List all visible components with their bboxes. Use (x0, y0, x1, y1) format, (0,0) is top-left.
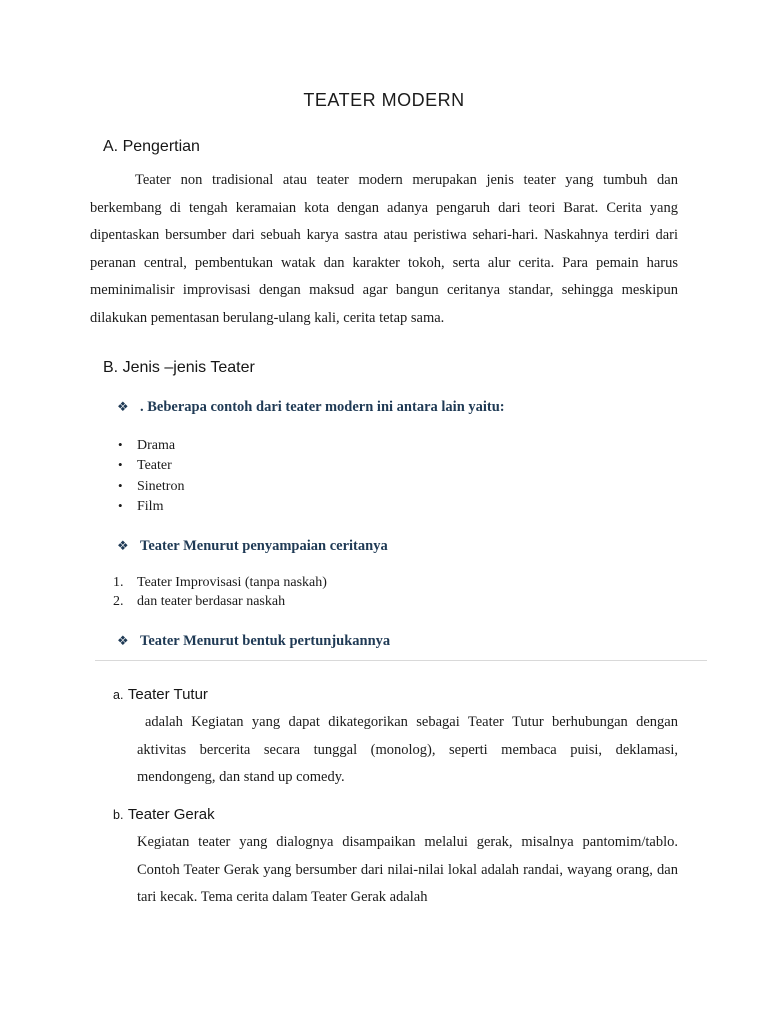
subsection-b-label: b. (113, 808, 124, 823)
examples-heading: . Beberapa contoh dari teater modern ini antara lain yaitu: (140, 399, 505, 415)
subsection-b-title: Teater Gerak (127, 806, 215, 824)
list-item (90, 476, 678, 496)
bullet-icon: • (118, 457, 123, 473)
list-item-label: Teater (137, 458, 172, 474)
delivery-heading-row (117, 538, 678, 555)
bullet-icon: • (118, 437, 123, 452)
subsection-a-label: a. (113, 688, 124, 703)
list-number: 2. (113, 593, 124, 609)
subsection-b-heading (113, 806, 678, 824)
list-item-label: Teater Improvisasi (tanpa naskah) (137, 575, 327, 591)
section-a-paragraph: Teater non tradisional atau teater modern merupakan jenis teater yang tumbuh dan berkembang di tengah keramaian kota dengan adanya pengaruh dari teori Barat. Cerita yang dipentaskan bersumber dari sebuah karya sastra atau peristiwa sehari-hari. Naskahnya terdiri dari peranan central, pembentukan watak dan karakter tokoh, serta alur cerita. Para pemain harus meminimalisir improvisasi dengan maksud agar bangun ceritanya standar, sehingga meskipun dilakukan pementasan berulang-ulang kali, cerita tetap sama. (90, 172, 678, 326)
list-item-label: Sinetron (137, 478, 185, 494)
page-title: TEATER MODERN (303, 90, 465, 110)
form-heading: Teater Menurut bentuk pertunjukannya (140, 633, 391, 650)
form-heading-row (117, 633, 678, 650)
list-item (90, 593, 678, 612)
subsection-a-heading (113, 686, 678, 704)
examples-list (90, 435, 678, 516)
list-item-label: Drama (137, 438, 176, 453)
list-item (90, 574, 678, 593)
list-item-label: Film (137, 498, 164, 514)
bullet-icon: • (118, 497, 123, 513)
section-a-heading: A. Pengertian (103, 138, 200, 155)
diamond-bullet-icon: ❖ (117, 633, 129, 649)
diamond-bullet-icon: ❖ (117, 399, 129, 414)
list-item (90, 455, 678, 475)
list-number: 1. (113, 575, 124, 591)
subsection-a-title: Teater Tutur (127, 686, 208, 704)
delivery-list (90, 574, 678, 611)
subsection-a-paragraph: adalah Kegiatan yang dapat dikategorikan sebagai Teater Tutur berhubungan dengan aktivitas bercerita secara tunggal (monolog), seperti membaca puisi, deklamasi, mendongeng, dan stand up comedy. (137, 714, 678, 786)
examples-heading-row (117, 399, 678, 416)
section-divider (95, 660, 707, 661)
subsection-b-paragraph: Kegiatan teater yang dialognya disampaikan melalui gerak, misalnya pantomim/tablo. Contoh Teater Gerak yang bersumber dari nilai-nilai lokal adalah randai, wayang orang, dan tari kecak. Tema cerita dalam Teater Gerak adalah (137, 834, 678, 906)
section-b-heading: B. Jenis –jenis Teater (103, 359, 255, 376)
delivery-heading: Teater Menurut penyampaian ceritanya (140, 538, 388, 555)
bullet-icon: • (118, 477, 123, 493)
diamond-bullet-icon: ❖ (117, 538, 129, 554)
list-item (90, 496, 678, 516)
list-item (90, 435, 678, 455)
list-item-label: dan teater berdasar naskah (137, 593, 286, 609)
